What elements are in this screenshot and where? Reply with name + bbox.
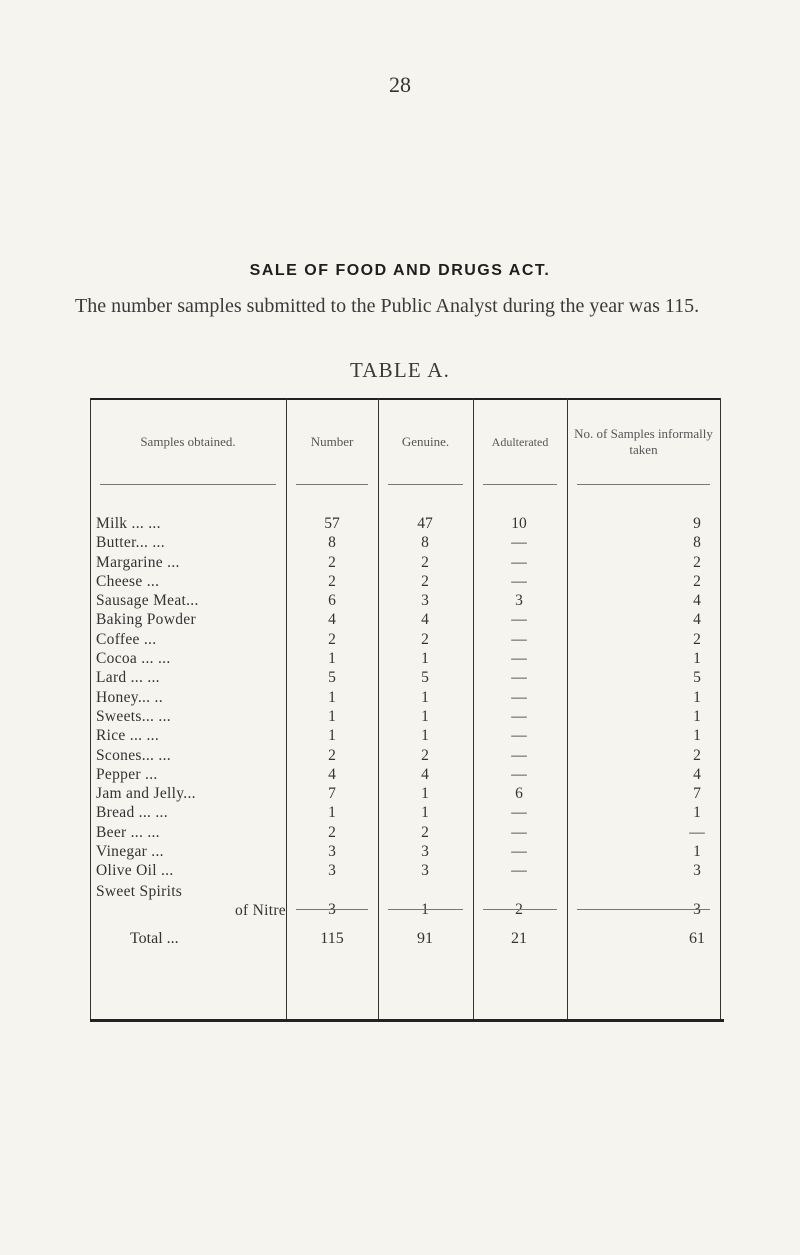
number-cell: 6 xyxy=(328,592,336,610)
page-number: 28 xyxy=(389,72,411,97)
sample-name: Beer ... ... xyxy=(96,823,160,841)
total-rule xyxy=(388,909,463,910)
genuine-cell: 4 xyxy=(421,611,429,629)
header-rule xyxy=(100,484,276,485)
table-row xyxy=(90,727,720,746)
number-cell: 1 xyxy=(328,707,336,725)
informal-cell: 1 xyxy=(693,727,701,745)
table-row xyxy=(90,592,720,611)
adulterated-cell: 10 xyxy=(511,515,527,532)
sample-name xyxy=(96,882,286,921)
genuine-cell: 3 xyxy=(421,843,429,861)
table-row xyxy=(90,534,720,553)
genuine-cell: 4 xyxy=(421,765,429,783)
table-row xyxy=(90,631,720,650)
number-cell: 4 xyxy=(328,611,336,629)
genuine-cell: 2 xyxy=(421,823,429,841)
genuine-cell: 2 xyxy=(421,746,429,764)
table-row xyxy=(90,650,720,669)
informal-cell: 2 xyxy=(693,746,701,764)
informal-cell: 4 xyxy=(693,611,701,629)
adulterated-cell: — xyxy=(511,534,527,552)
sample-name: Sweets... ... xyxy=(96,707,171,725)
sample-name: Cocoa ... ... xyxy=(96,650,171,668)
number-cell: 2 xyxy=(328,746,336,764)
sample-name: Jam and Jelly... xyxy=(96,785,196,803)
table-row xyxy=(90,689,720,708)
sample-name: Coffee ... xyxy=(96,630,157,648)
sample-name: Lard ... ... xyxy=(96,669,160,687)
genuine-cell: 1 xyxy=(421,727,429,745)
table-row xyxy=(90,882,720,921)
adulterated-cell: — xyxy=(511,746,527,764)
number-cell: 1 xyxy=(328,727,336,745)
total-rule xyxy=(296,909,368,910)
table-row xyxy=(90,843,720,862)
adulterated-cell: — xyxy=(511,572,527,590)
table-row xyxy=(90,804,720,823)
number-cell: 2 xyxy=(328,572,336,590)
sample-name: Bread ... ... xyxy=(96,804,168,822)
total-genuine: 91 xyxy=(417,930,433,947)
informal-cell: 9 xyxy=(693,515,701,532)
adulterated-cell: — xyxy=(511,765,527,783)
genuine-cell: 1 xyxy=(421,688,429,706)
sample-name: Scones... ... xyxy=(96,746,171,764)
adulterated-cell: — xyxy=(511,823,527,841)
table-row xyxy=(90,611,720,630)
genuine-cell: 3 xyxy=(421,592,429,610)
sample-name: Cheese ... xyxy=(96,572,160,590)
table-row xyxy=(90,708,720,727)
genuine-cell: 2 xyxy=(421,630,429,648)
adulterated-cell: — xyxy=(511,727,527,745)
number-cell: 4 xyxy=(328,765,336,783)
genuine-cell: 1 xyxy=(421,785,429,803)
sample-name: Milk ... ... xyxy=(96,515,161,532)
informal-cell: 2 xyxy=(693,553,701,571)
informal-cell: 4 xyxy=(693,765,701,783)
sample-name: Vinegar ... xyxy=(96,843,164,861)
informal-cell: 7 xyxy=(693,785,701,803)
header-genuine: Genuine. xyxy=(401,434,450,449)
informal-cell: 8 xyxy=(693,534,701,552)
sample-name: Olive Oil ... xyxy=(96,862,174,880)
adulterated-cell: — xyxy=(511,630,527,648)
number-cell: 8 xyxy=(328,534,336,552)
genuine-cell: 1 xyxy=(421,650,429,668)
genuine-cell: 47 xyxy=(417,515,433,532)
number-cell: 2 xyxy=(328,823,336,841)
adulterated-cell: — xyxy=(511,862,527,880)
genuine-cell: 1 xyxy=(421,707,429,725)
intro-paragraph: The number samples submitted to the Public Analyst during the year was 115. xyxy=(75,295,700,317)
table-row xyxy=(90,747,720,766)
adulterated-cell: — xyxy=(511,843,527,861)
section-heading: SALE OF FOOD AND DRUGS ACT. xyxy=(249,262,551,279)
informal-cell: — xyxy=(689,823,705,841)
informal-cell: 2 xyxy=(693,630,701,648)
genuine-cell: 8 xyxy=(421,534,429,552)
adulterated-cell: — xyxy=(511,707,527,725)
sample-name: Baking Powder xyxy=(96,611,196,629)
table-row xyxy=(90,824,720,843)
header-adulterated: Adulterated xyxy=(491,435,549,449)
table-row xyxy=(90,785,720,804)
sample-name-line1: Sweet Spirits xyxy=(96,882,183,900)
table-row xyxy=(90,573,720,592)
informal-cell: 2 xyxy=(693,572,701,590)
sample-name: Rice ... ... xyxy=(96,727,160,745)
adulterated-cell: — xyxy=(511,688,527,706)
number-cell: 2 xyxy=(328,630,336,648)
informal-cell: 5 xyxy=(693,669,701,687)
number-cell: 1 xyxy=(328,688,336,706)
adulterated-cell: — xyxy=(511,669,527,687)
sample-name: Margarine ... xyxy=(96,553,180,571)
adulterated-cell: — xyxy=(511,553,527,571)
number-cell: 7 xyxy=(328,785,336,803)
total-number: 115 xyxy=(320,930,344,947)
total-row xyxy=(90,930,720,954)
genuine-cell: 2 xyxy=(421,553,429,571)
number-cell: 3 xyxy=(328,862,336,880)
table-body xyxy=(90,515,720,920)
genuine-cell: 5 xyxy=(421,669,429,687)
header-rule xyxy=(388,484,463,485)
genuine-cell: 2 xyxy=(421,572,429,590)
number-cell: 3 xyxy=(328,843,336,861)
genuine-cell: 3 xyxy=(421,862,429,880)
adulterated-cell: 3 xyxy=(515,592,523,610)
number-cell: 5 xyxy=(328,669,336,687)
adulterated-cell: — xyxy=(511,611,527,629)
header-number: Number xyxy=(310,434,354,449)
table-row xyxy=(90,515,720,534)
table-row xyxy=(90,766,720,785)
number-cell: 2 xyxy=(328,553,336,571)
informal-cell: 1 xyxy=(693,843,701,861)
total-adulterated: 21 xyxy=(511,930,527,947)
sample-name: Butter... ... xyxy=(96,534,165,552)
table-row xyxy=(90,554,720,573)
table-title: TABLE A. xyxy=(349,358,451,382)
table-bottom-rule xyxy=(90,1019,724,1022)
sample-name-line2: of Nitre xyxy=(234,901,286,919)
sample-name: Honey... .. xyxy=(96,688,163,706)
informal-cell: 1 xyxy=(693,688,701,706)
table-row xyxy=(90,669,720,688)
genuine-cell: 1 xyxy=(421,804,429,822)
total-informal: 61 xyxy=(689,930,705,947)
table-row xyxy=(90,862,720,881)
header-rule xyxy=(483,484,557,485)
informal-cell: 3 xyxy=(693,862,701,880)
number-cell: 1 xyxy=(328,650,336,668)
header-rule xyxy=(296,484,368,485)
table-right-border xyxy=(720,398,721,1020)
number-cell: 1 xyxy=(328,804,336,822)
adulterated-cell: 6 xyxy=(515,785,523,803)
total-rule xyxy=(483,909,557,910)
informal-cell: 4 xyxy=(693,592,701,610)
total-label: Total ... xyxy=(130,930,179,947)
header-samples-obtained: Samples obtained. xyxy=(140,434,236,449)
informal-cell: 1 xyxy=(693,650,701,668)
adulterated-cell: — xyxy=(511,804,527,822)
adulterated-cell: — xyxy=(511,650,527,668)
informal-cell: 1 xyxy=(693,804,701,822)
header-rule xyxy=(577,484,710,485)
header-informal-samples: No. of Samples informally taken xyxy=(574,426,713,457)
sample-name: Pepper ... xyxy=(96,765,158,783)
number-cell: 57 xyxy=(324,515,340,532)
sample-name: Sausage Meat... xyxy=(96,592,199,610)
informal-cell: 1 xyxy=(693,707,701,725)
total-rule xyxy=(577,909,710,910)
